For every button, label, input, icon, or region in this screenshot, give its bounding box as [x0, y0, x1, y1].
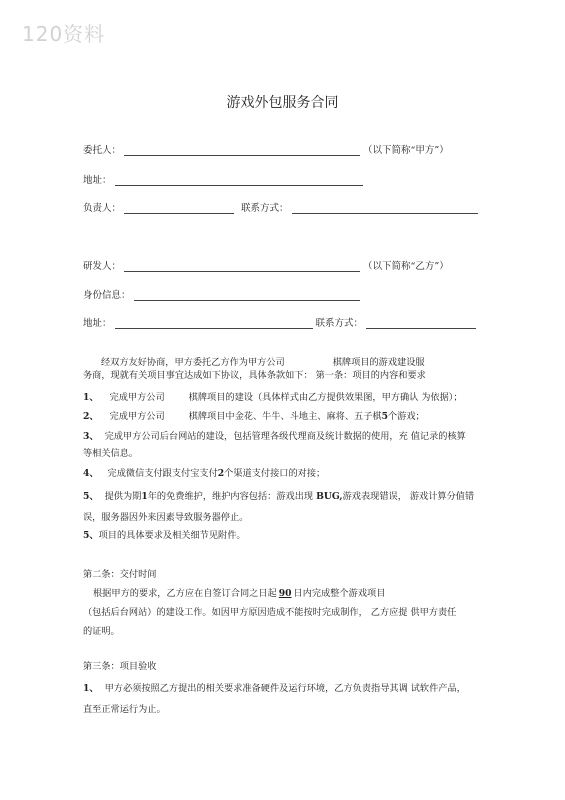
- item-5-number: 5、: [83, 491, 99, 502]
- item-4-b: 个渠道支付接口的对接；: [224, 468, 326, 479]
- developer-blank[interactable]: [124, 261, 360, 272]
- client-contact-blank[interactable]: [292, 203, 478, 214]
- client-blank[interactable]: [124, 145, 360, 156]
- intro-paragraph: [83, 356, 483, 382]
- id-blank[interactable]: [134, 290, 360, 301]
- item-4-number: 4、: [83, 468, 99, 479]
- item-5-c: 游戏表现错误， 游戏计算分值错: [342, 491, 475, 502]
- item-6: [83, 529, 483, 542]
- article-2-line1-b: 日内完成整个游戏项目: [293, 588, 386, 599]
- article-3-body: [83, 682, 483, 716]
- article-2-body: [83, 587, 483, 638]
- owner-blank[interactable]: [124, 203, 234, 214]
- item-5-b: 年的免费维护，维护内容包括：游戏出现: [147, 491, 314, 502]
- intro-line1-b: 棋牌项目的游戏建设服: [332, 357, 425, 368]
- item-2-b: 棋牌项目中金花、牛牛、斗地主、麻将、五子棋: [188, 411, 382, 422]
- article-3-line1: 甲方必须按照乙方提出的相关要求准备硬件及运行环境，乙方负责指导其调 试软件产品，: [104, 683, 466, 694]
- item-1-a: 完成甲方公司: [109, 392, 165, 403]
- item-3-number: 3、: [83, 431, 99, 442]
- item-4-count: 2: [217, 468, 225, 479]
- item-5-years: 1: [141, 491, 148, 502]
- item-1-b: 棋牌项目的建设（具体样式由乙方提供效果图，甲方确认 为依据）；: [188, 392, 463, 403]
- item-3-line1: 完成甲方公司后台网站的建设，包括管理各级代理商及统计数据的使用，充 值记录的核算: [104, 431, 466, 442]
- client-address-blank[interactable]: [115, 175, 363, 186]
- item-5-a: 提供为期: [104, 491, 142, 502]
- developer-contact-label: 联系方式：: [315, 318, 364, 329]
- client-row: [83, 142, 449, 156]
- item-1: [83, 391, 483, 404]
- client-address-row: [83, 172, 366, 186]
- developer-label: 研发人：: [83, 261, 122, 272]
- item-4: [83, 467, 483, 480]
- client-label: 委托人：: [83, 145, 122, 156]
- item-5-bug: BUG,: [316, 491, 343, 502]
- developer-address-row: [83, 315, 479, 329]
- id-label: 身份信息：: [83, 290, 131, 301]
- item-2-count: 5: [381, 411, 388, 422]
- id-row: [83, 287, 363, 301]
- item-3: [83, 430, 483, 460]
- article-2-days: 90: [278, 588, 292, 599]
- owner-row: [83, 200, 481, 214]
- client-contact-label: 联系方式：: [241, 203, 289, 214]
- client-suffix: （以下简称“甲方”）: [363, 145, 449, 156]
- developer-contact-blank[interactable]: [366, 318, 476, 329]
- developer-address-blank[interactable]: [115, 318, 313, 329]
- item-5-line2: 误，服务器因外来因素导致服务器停止。: [83, 512, 249, 523]
- item-5: [83, 490, 483, 524]
- article-3-number: 1、: [83, 683, 99, 694]
- intro-line1-a: 经双方友好协商，甲方委托乙方作为甲方公司: [101, 357, 285, 368]
- item-2-c: 个游戏；: [387, 411, 425, 422]
- intro-line2: 务商，现就有关项目事宜达成如下协议，具体条款如下： 第一条：项目的内容和要求: [83, 370, 426, 381]
- item-2-number: 2、: [83, 411, 99, 422]
- article-3-heading: 第三条：项目验收: [83, 661, 157, 672]
- watermark: 120资料: [22, 22, 106, 46]
- article-2-line1-a: 根据甲方的要求，乙方应在自签订合同之日起: [93, 588, 277, 599]
- item-1-number: 1、: [83, 392, 99, 403]
- item-6-text: 项目的具体要求及相关细节见附件。: [98, 530, 246, 541]
- article-2-line2: （包括后台网站）的建设工作。如因甲方原因造成不能按时完成制作， 乙方应提 供甲方责任: [83, 607, 457, 618]
- item-6-number: 5、: [83, 530, 99, 541]
- owner-label: 负责人：: [83, 203, 122, 214]
- client-address-label: 地址：: [83, 175, 112, 186]
- item-3-line2: 等相关信息。: [83, 448, 139, 459]
- article-3-line2: 直至正常运行为止。: [83, 704, 166, 715]
- article-2-heading: 第二条：交付时间: [83, 569, 157, 580]
- developer-suffix: （以下简称“乙方”）: [363, 261, 449, 272]
- article-2-line3: 的证明。: [83, 626, 120, 637]
- item-4-a: 完成微信支付跟支付宝支付: [107, 468, 218, 479]
- developer-address-label: 地址：: [83, 318, 112, 329]
- item-2: [83, 410, 483, 423]
- document-title: 游戏外包服务合同: [226, 95, 339, 111]
- developer-row: [83, 258, 449, 272]
- item-2-a: 完成甲方公司: [109, 411, 165, 422]
